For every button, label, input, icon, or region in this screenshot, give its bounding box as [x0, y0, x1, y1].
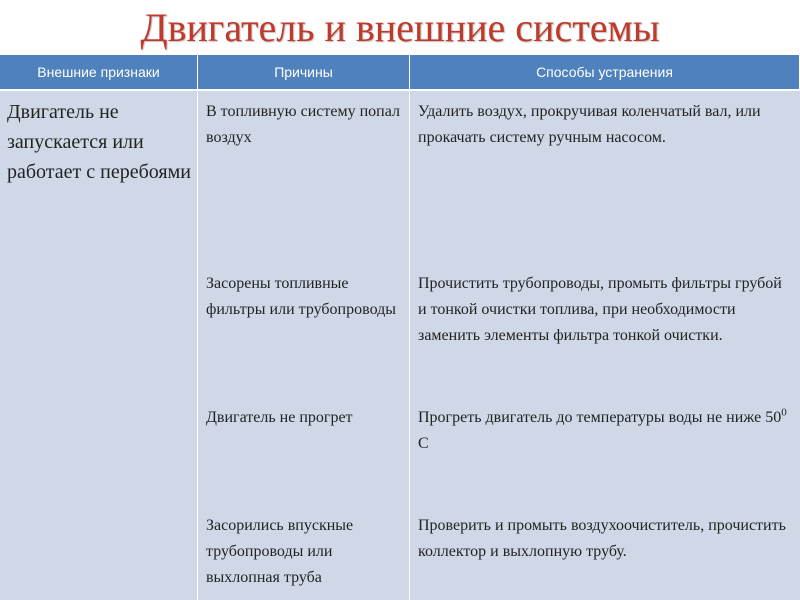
header-causes: Причины: [198, 55, 410, 91]
remedy-warm-engine-unit: С: [418, 435, 429, 452]
degree-superscript: 0: [781, 406, 787, 419]
cause-air-in-fuel: В топливную систему попал воздух: [206, 103, 400, 146]
remedies-cell: [410, 91, 800, 600]
cause-clogged-intake: Засорились впускные трубопроводы или выхлопная труба: [206, 517, 354, 586]
troubleshooting-table: [0, 55, 800, 600]
symptom-text: Двигатель не запускается или работает с перебоями: [7, 101, 191, 183]
remedy-bleed-air: Удалить воздух, прокручивая коленчатый вал, или прокачать систему ручным насосом.: [418, 103, 761, 146]
header-remedies: Способы устранения: [410, 55, 800, 91]
causes-cell: [198, 91, 410, 600]
cause-clogged-filters: Засорены топливные фильтры или трубопроводы: [206, 275, 396, 318]
remedy-clean-filters: Прочистить трубопроводы, промыть фильтры грубой и тонкой очистки топлива, при необходимости заменить элементы фильтра тонкой очистки.: [418, 275, 782, 344]
symptom-cell: [0, 91, 198, 600]
remedy-warm-engine-text: Прогреть двигатель до температуры воды не ниже 50: [418, 409, 782, 426]
header-external-signs: Внешние признаки: [0, 55, 198, 91]
cause-engine-cold: Двигатель не прогрет: [206, 409, 353, 426]
remedy-warm-engine: [418, 405, 794, 457]
remedy-clean-intake: Проверить и промыть воздухоочиститель, прочистить коллектор и выхлопную трубу.: [418, 517, 786, 560]
slide-title: Двигатель и внешние системы: [140, 5, 660, 50]
